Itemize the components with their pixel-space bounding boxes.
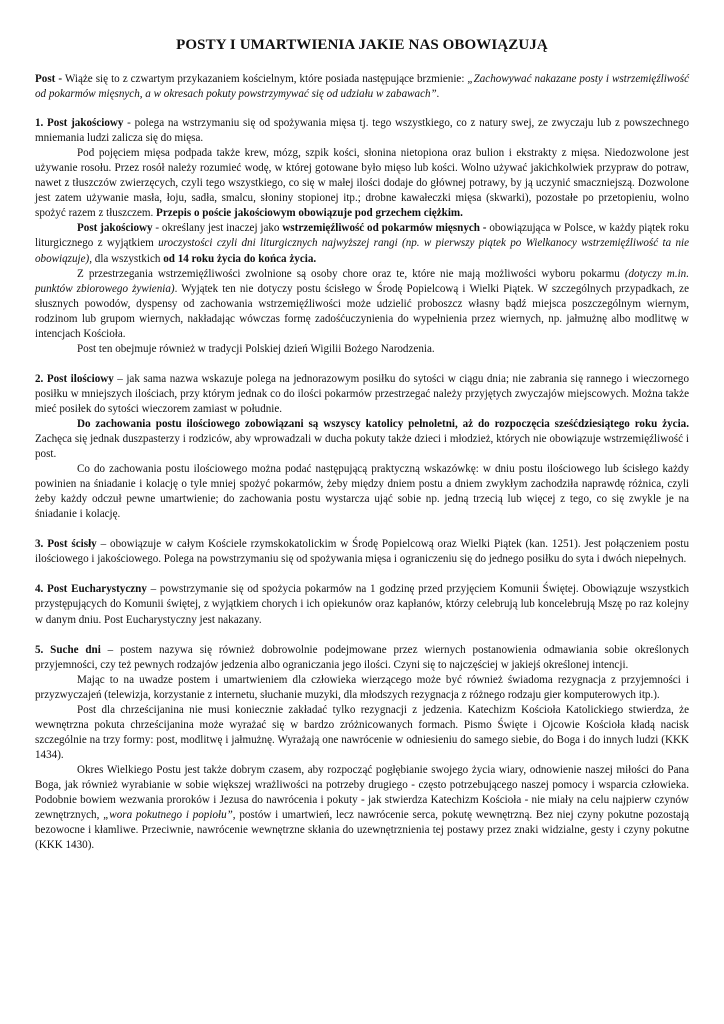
commandment-quote: „Zachowywać nakazane posty i wstrzemięźliwość od pokarmów mięsnych, a w okresach pokuty powstrzymywać się od udziału w zabawach”. — [35, 73, 689, 101]
section-1-paragraph: Z przestrzegania wstrzemięźliwości zwolnione są osoby chore oraz te, które nie mają możliwości wyboru pokarmu (dotyczy m.in. punktów zbiorowego żywienia). Wyjątek ten nie dotyczy postu ścisłego w Środę Popielcową i Wielki Piątek. W szczególnych przypadkach, ze słusznych powodów, dyspensy od zachowania wstrzemięźliwości może udzielić proboszcz własny bądź miejsca poszczególnym wiernym, rodzinom lub grupom wiernych, nakładając wówczas formę zadośćuczynienia do wypełnienia przez wiernych, np. jałmużnę albo modlitwę w intencjach Kościoła. — [35, 267, 689, 340]
section-1-heading: 1. Post jakościowy — [35, 117, 124, 130]
section-1-paragraph: Post ten obejmuje również w tradycji Polskiej dzień Wigilii Bożego Narodzenia. — [77, 342, 435, 355]
section-5-heading: 5. Suche dni — [35, 643, 101, 656]
intro-paragraph: Post - Wiąże się to z czwartym przykazaniem kościelnym, które posiada następujące brzmienie: „Zachowywać nakazane posty i wstrzemięźliwość od pokarmów mięsnych, a w okresach pokuty powstrzymywać się od udziału w zabawach”. — [35, 73, 689, 101]
section-2-heading: 2. Post ilościowy — [35, 372, 114, 385]
section-4-heading: 4. Post Eucharystyczny — [35, 583, 147, 596]
section-5-paragraph: Okres Wielkiego Postu jest także dobrym czasem, aby rozpocząć pogłębianie swojego życia wiary, odnowienie naszej miłości do Pana Boga, jak również wyrabianie w sobie większej wrażliwości na potrzeby drugiego - często potrzebującego naszej pomocy i wsparcia człowieka. Podobnie bowiem wezwania proroków i Jezusa do nawrócenia i pokuty - jak stwierdza Katechizm Kościoła - nie miały na celu najpierw czynów zewnętrznych, „wora pokutnego i popiołu”, postów i umartwień, lecz nawrócenie serca, pokutę wewnętrzną. Bez niej czyny pokutne pozostają bezowocne i kłamliwe. Przeciwnie, nawrócenie wewnętrzne skłania do uzewnętrznienia tej postawy przez znaki widzialne, gesty i czyny pokutne (KKK 1430). — [35, 763, 689, 852]
page-title: POSTY I UMARTWIENIA JAKIE NAS OBOWIĄZUJĄ — [176, 37, 548, 53]
section-5-paragraph: Mając to na uwadze postem i umartwieniem dla człowieka wierzącego może być również świadoma rezygnacja z przyjemności i przyzwyczajeń (telewizja, korzystanie z internetu, słuchanie muzyki, dla młodszych rezygnacja z różnego rodzaju gier komputerowych itp.). — [35, 673, 689, 701]
section-1-paragraph: Pod pojęciem mięsa podpada także krew, mózg, szpik kości, słonina nietopiona oraz bulion i ekstrakty z mięsa. Niedozwolone jest używanie rosołu. Przez rosół należy rozumieć wodę, w której gotowane było mięso lub kości. Wolno używać jakichkolwiek przypraw do potraw, nawet z tłuszczów zwierzęcych, czyli tego wszystkiego, co się w małej ilości dodaje do głównej potrawy, by ją uczynić smaczniejszą. Dozwolone jest zatem używanie masła, łoju, sadła, smalcu, słoniny stopionej itp.; drobne kawałeczki mięsa (skwarki), pozostałe po przetopieniu, wolno spożyć razem z tłuszczem. Przepis o poście jakościowym obowiązuje pod grzechem ciężkim. — [35, 147, 689, 220]
section-4-paragraph: 4. Post Eucharystyczny – powstrzymanie się od spożycia pokarmów na 1 godzinę przed przyjęciem Komunii Świętej. Obowiązuje wszystkich przystępujących do Komunii świętej, z wyjątkiem chorych i ich opiekunów oraz kapłanów, którzy celebrują lub koncelebrują Mszę po raz kolejny w danym dniu. Post Eucharystyczny jest nakazany. — [35, 583, 689, 626]
section-1-paragraph: 1. Post jakościowy - polega na wstrzymaniu się od spożywania mięsa tj. tego wszystkiego, co z natury swej, ze zwyczaju lub z powszechnego mniemania ludzi zalicza się do mięsa. — [35, 117, 690, 145]
section-2-paragraph: Co do zachowania postu ilościowego można podać następującą praktyczną wskazówkę: w dniu postu ilościowego lub ścisłego każdy powinien na śniadanie i kolację o tyle mniej spożyć pokarmów, żeby między dniem postu a dniem zwykłym zachodziła naprawdę różnica, czyli żeby każdy odczuł pewne umartwienie; do zachowania postu wystarcza ująć sobie np. jedną trzecią lub więcej z tego, co się zwykle je na śniadanie i kolację. — [35, 463, 689, 521]
section-2-paragraph: 2. Post ilościowy – jak sama nazwa wskazuje polega na jednorazowym posiłku do sytości w ciągu dnia; nie zabrania się rannego i wieczornego posiłku w mniejszych ilościach, przy którym jednak co do ilości pokarmów przestrzegać należy przyjętych zwyczajów miejscowych. Można także mieć posiłek do sytości wieczorem zamiast w południe. — [35, 372, 689, 415]
intro-label: Post - — [35, 73, 63, 85]
section-5-paragraph: Post dla chrześcijanina nie musi koniecznie zakładać tylko rezygnacji z jedzenia. Katechizm Kościoła Katolickiego stwierdza, że wewnętrzna pokuta chrześcijanina może wyrażać się w bardzo zróżnicowanych formach. Pismo Święte i Ojcowie Kościoła kładą nacisk szczególnie na trzy formy: post, modlitwę i jałmużnę. Wyrażają one nawrócenie w odniesieniu do samego siebie, do Boga i do innych ludzi (KKK 1434). — [35, 703, 689, 761]
section-2-paragraph: Do zachowania postu ilościowego zobowiązani są wszyscy katolicy pełnoletni, aż do rozpoczęcia sześćdziesiątego roku życia. Zachęca się jednak duszpasterzy i rodziców, aby wprowadzali w ducha pokuty także dzieci i młodzież, których nie obowiązuje wstrzemięźliwość i post. — [35, 417, 689, 461]
section-3-heading: 3. Post ścisły — [35, 538, 97, 551]
section-3-paragraph: 3. Post ścisły – obowiązuje w całym Kościele rzymskokatolickim w Środę Popielcową oraz Wielki Piątek (kan. 1251). Jest połączeniem postu ilościowego i jakościowego. Polega na powstrzymaniu się od spożywania mięsa i ograniczeniu się do jednego posiłku do syta i dwóch niepełnych. — [35, 538, 689, 566]
section-5-paragraph: 5. Suche dni – postem nazywa się również dobrowolnie podejmowane przez wiernych postanowienia odmawiania sobie określonych przyjemności, czy też pewnych rodzajów jedzenia albo ograniczania jego ilości. Czyni się to najczęściej w jakiejś określonej intencji. — [35, 643, 689, 671]
section-1-paragraph: Post jakościowy - określany jest inaczej jako wstrzemięźliwość od pokarmów mięsnych - obowiązująca w Polsce, w każdy piątek roku liturgicznego z wyjątkiem uroczystości czyli dni liturgicznych najwyższej rangi (np. w pierwszy piątek po Wielkanocy wstrzemięźliwość ta nie obowiązuje), dla wszystkich od 14 roku życia do końca życia. — [35, 222, 689, 265]
